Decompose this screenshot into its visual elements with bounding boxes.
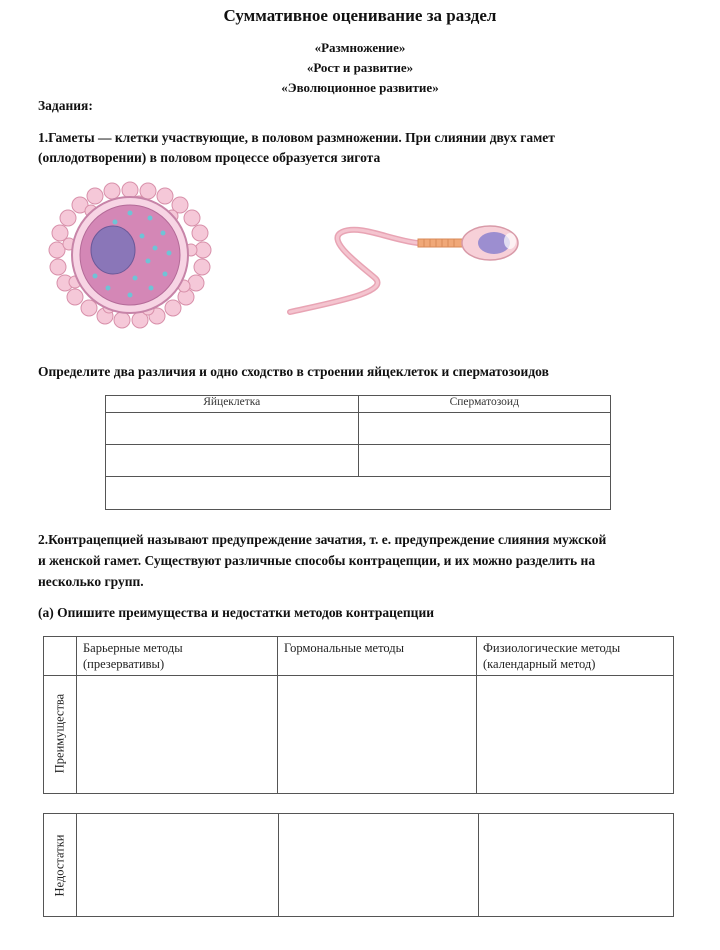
section-title-1: «Размножение» [314,40,406,55]
task1-text-line2: (оплодотворении) в половом процессе образуется зигота [38,150,381,165]
difference-1-sperm[interactable] [358,413,611,445]
row-label-advantages: Преимущества [44,676,77,794]
section-title-3: «Эволюционное развитие» [281,80,439,95]
disadvantages-hormonal-cell[interactable] [279,814,479,917]
disadvantages-barrier-cell[interactable] [77,814,279,917]
disadvantages-table [43,813,674,917]
header-sperm: Сперматозоид [358,396,611,413]
header-egg: Яйцеклетка [106,396,359,413]
difference-2-egg[interactable] [106,445,359,477]
task2-question: (а) Опишите преимущества и недостатки методов контрацепции [38,605,434,620]
advantages-hormonal-cell[interactable] [278,676,477,794]
column-hormonal: Гормональные методы [278,637,477,676]
section-title-2: «Рост и развитие» [306,60,414,75]
task2-text-line2: и женской гамет. Существуют различные способы контрацепции, и их можно разделить на [38,553,596,568]
comparison-table [105,395,611,510]
page-title: Суммативное оценивание за раздел [223,6,497,25]
tasks-label: Задания: [38,98,93,113]
difference-2-sperm[interactable] [358,445,611,477]
advantages-table [43,636,674,794]
task2-text-line3: несколько групп. [38,574,144,589]
row-label-disadvantages: Недостатки [44,814,77,917]
sperm-cell-illustration [280,210,530,330]
disadvantages-physiological-cell[interactable] [479,814,674,917]
task2-text-line1: 2.Контрацепцией называют предупреждение зачатия, т. е. предупреждение слияния мужской [38,532,607,547]
task1-question: Определите два различия и одно сходство в строении яйцеклеток и сперматозоидов [38,364,549,379]
advantages-barrier-cell[interactable] [77,676,278,794]
advantages-physiological-cell[interactable] [477,676,674,794]
column-barrier: Барьерные методы (презервативы) [77,637,278,676]
task1-text-line1: 1.Гаметы — клетки участвующие, в половом размножении. При слиянии двух гамет [38,130,555,145]
column-physiological: Физиологические методы (календарный метод) [477,637,674,676]
similarity-cell[interactable] [106,477,611,510]
egg-cell-illustration [45,178,215,338]
difference-1-egg[interactable] [106,413,359,445]
